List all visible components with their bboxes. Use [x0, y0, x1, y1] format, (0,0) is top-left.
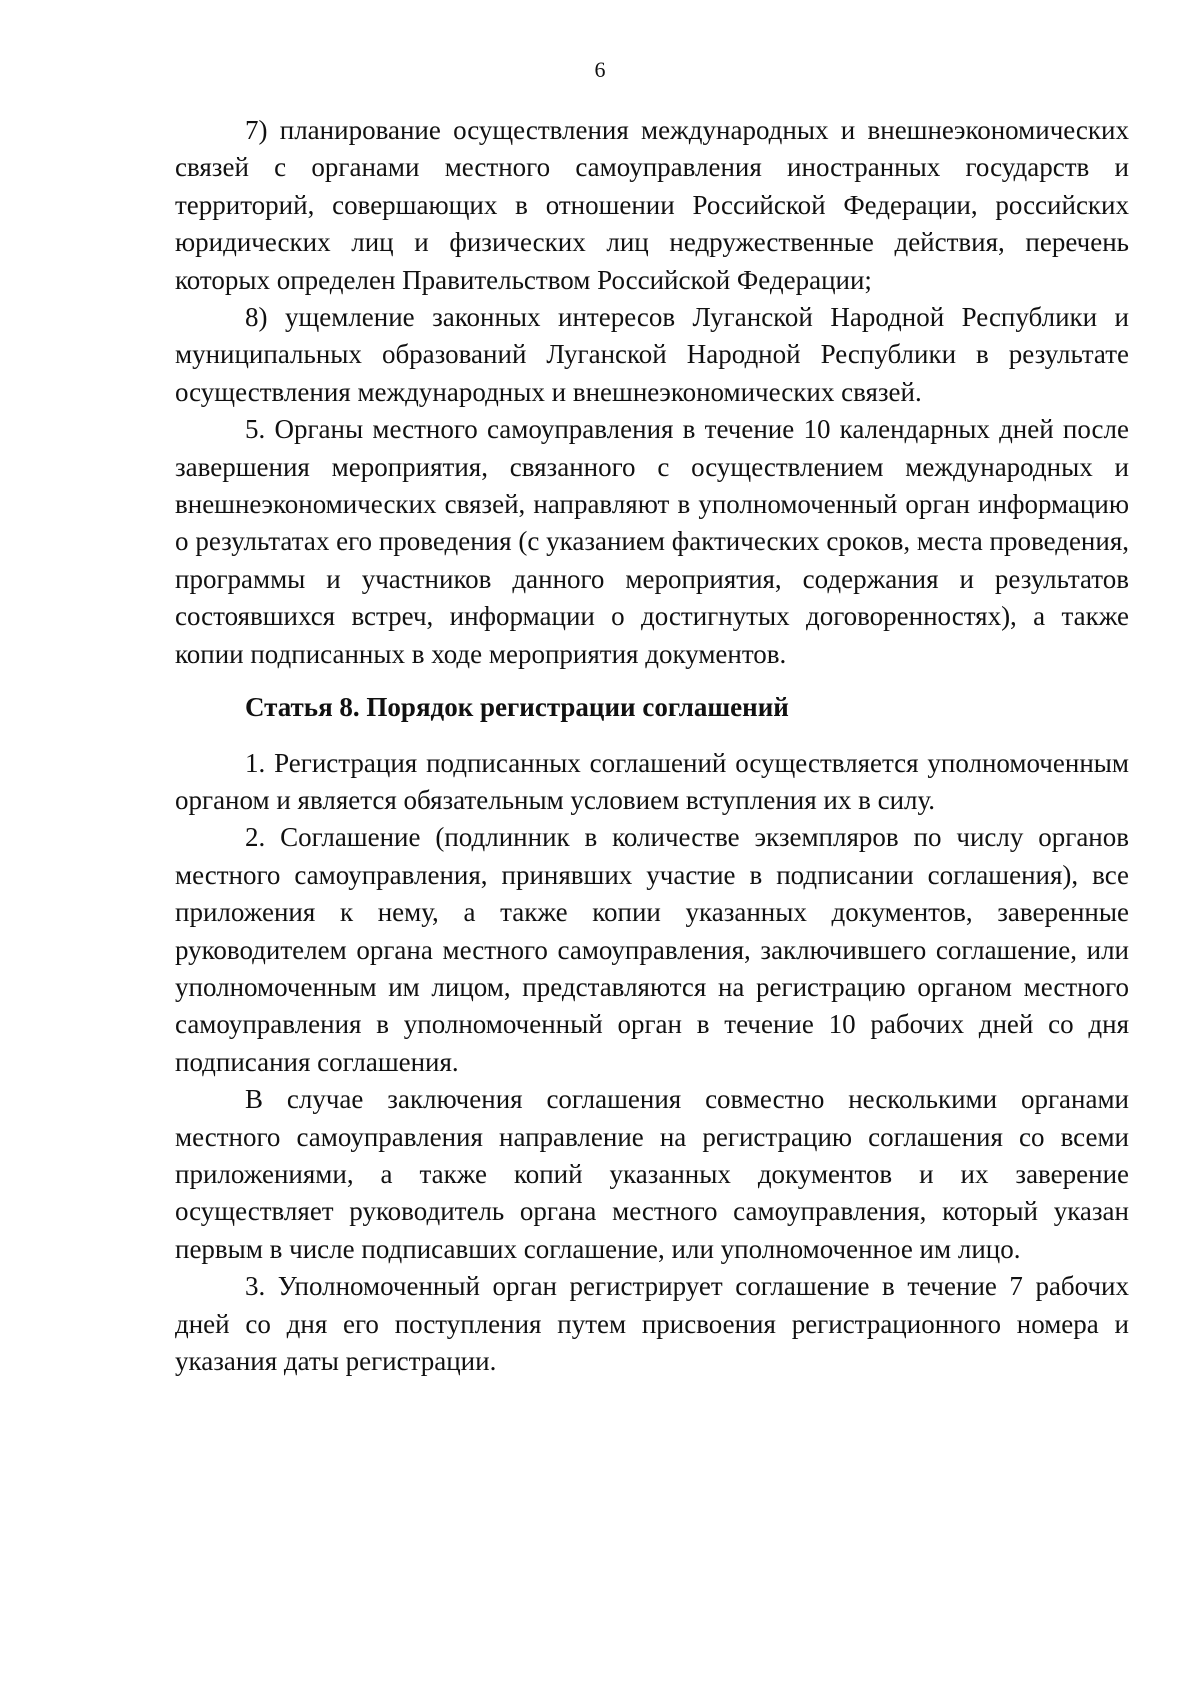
paragraph-joint-agreement: В случае заключения соглашения совместно несколькими органами местного самоуправления направление на регистрацию соглашения со всеми приложениями, а также копий указанных документов и их заверение осуществляет руководитель органа местного самоуправления, который указан первым в числе подписавших соглашение, или уполномоченное им лицо. — [175, 1084, 1129, 1264]
page-number: 6 — [594, 57, 606, 82]
paragraph-clause-5: 5. Органы местного самоуправления в течение 10 календарных дней после завершения мероприятия, связанного с осуществлением международных и внешнеэкономических связей, направляют в уполномоченный орган информацию о результатах его проведения (с указанием фактических сроков, места проведения, программы и участников данного мероприятия, содержания и результатов состоявшихся встреч, информации о достигнутых договоренностях), а также копии подписанных в ходе мероприятия документов. — [175, 414, 1129, 669]
paragraph-item-8: 8) ущемление законных интересов Луганской Народной Республики и муниципальных образований Луганской Народной Республики в результате осуществления международных и внешнеэкономических связей. — [175, 302, 1129, 407]
document-body — [175, 112, 1129, 1380]
paragraph-clause-1: 1. Регистрация подписанных соглашений осуществляется уполномоченным органом и является обязательным условием вступления их в силу. — [175, 747, 1129, 815]
paragraph-item-7: 7) планирование осуществления международных и внешнеэкономических связей с органами местного самоуправления иностранных государств и территорий, совершающих в отношении Российской Федерации, российских юридических лиц и физических лиц недружественные действия, перечень которых определен Правительством Российской Федерации; — [175, 115, 1129, 295]
paragraph-clause-2: 2. Соглашение (подлинник в количестве экземпляров по числу органов местного самоуправления, принявших участие в подписании соглашения), все приложения к нему, а также копии указанных документов, заверенные руководителем органа местного самоуправления, заключившего соглашение, или уполномоченным им лицом, представляются на регистрацию органом местного самоуправления в уполномоченный орган в течение 10 рабочих дней со дня подписания соглашения. — [175, 822, 1129, 1077]
article-8-heading: Статья 8. Порядок регистрации соглашений — [245, 692, 789, 723]
paragraph-clause-3: 3. Уполномоченный орган регистрирует соглашение в течение 7 рабочих дней со дня его поступления путем присвоения регистрационного номера и указания даты регистрации. — [175, 1271, 1129, 1376]
